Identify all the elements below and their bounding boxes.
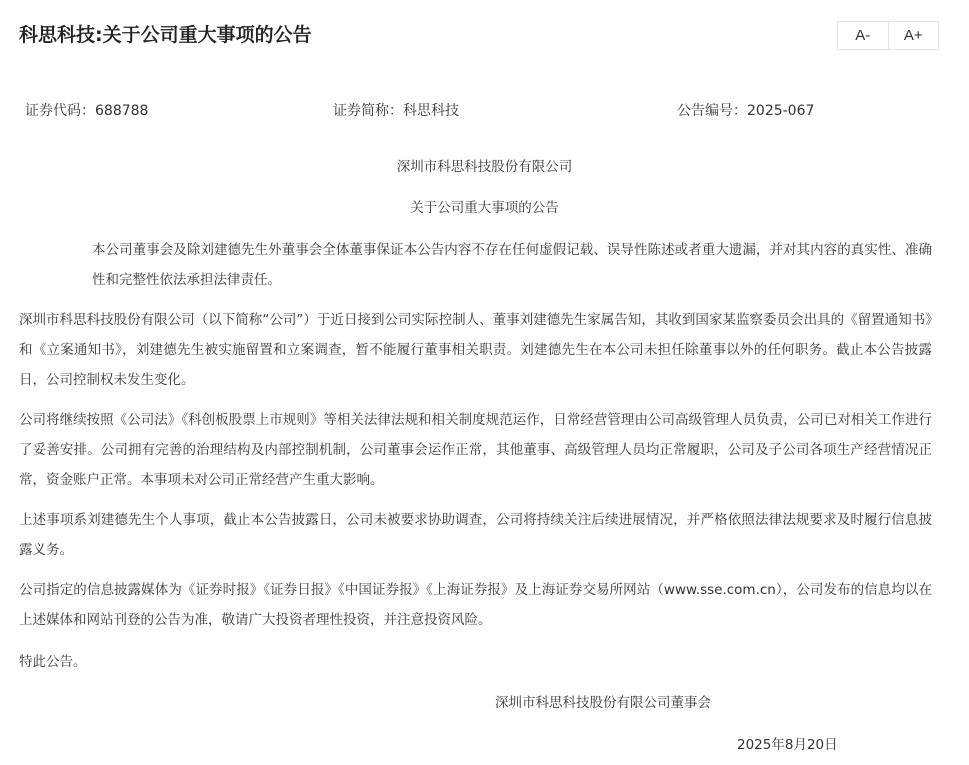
board-statement: 本公司董事会及除刘建德先生外董事会全体董事保证本公告内容不存在任何虚假记载、误导性陈述或者重大遗漏，并对其内容的真实性、准确性和完整性依法承担法律责任。 <box>92 242 932 288</box>
notice-number: 公告编号：2025-067 <box>677 103 815 119</box>
font-size-controls <box>837 21 939 50</box>
font-increase-button[interactable]: A+ <box>888 22 939 49</box>
body-paragraph: 深圳市科思科技股份有限公司（以下简称“公司”）于近日接到公司实际控制人、董事刘建德先生家属告知，其收到国家某监察委员会出具的《留置通知书》和《立案通知书》，刘建德先生被实施留置和立案调查，暂不能履行董事相关职责。刘建德先生在本公司未担任除董事以外的任何职务。截止本公告披露日，公司控制权未发生变化。 <box>19 312 932 388</box>
page-title: 科思科技:关于公司重大事项的公告 <box>19 24 312 46</box>
body-paragraph: 公司将继续按照《公司法》《科创板股票上市规则》等相关法律法规和相关制度规范运作，日常经营管理由公司高级管理人员负责，公司已对相关工作进行了妥善安排。公司拥有完善的治理结构及内部控制机制，公司董事会运作正常，其他董事、高级管理人员均正常履职，公司及子公司各项生产经营情况正常，资金账户正常。本事项未对公司正常经营产生重大影响。 <box>19 412 932 488</box>
company-name: 深圳市科思科技股份有限公司 <box>396 159 573 175</box>
stock-code: 证券代码：688788 <box>25 103 149 119</box>
body-paragraph: 上述事项系刘建德先生个人事项，截止本公告披露日，公司未被要求协助调查，公司将持续关注后续进展情况，并严格依照法律法规要求及时履行信息披露义务。 <box>19 512 932 558</box>
font-decrease-button[interactable]: A- <box>838 22 888 49</box>
closing-line: 特此公告。 <box>19 654 87 670</box>
notice-title: 关于公司重大事项的公告 <box>410 200 559 216</box>
signature-date: 2025年8月20日 <box>737 737 838 753</box>
stock-short-name: 证券简称：科思科技 <box>333 103 459 119</box>
body-paragraph: 公司指定的信息披露媒体为《证券时报》《证券日报》《中国证券报》《上海证券报》及上海证券交易所网站（www.sse.com.cn），公司发布的信息均以在上述媒体和网站刊登的公告为准，敬请广大投资者理性投资，并注意投资风险。 <box>19 582 932 628</box>
signature-company: 深圳市科思科技股份有限公司董事会 <box>495 695 711 711</box>
